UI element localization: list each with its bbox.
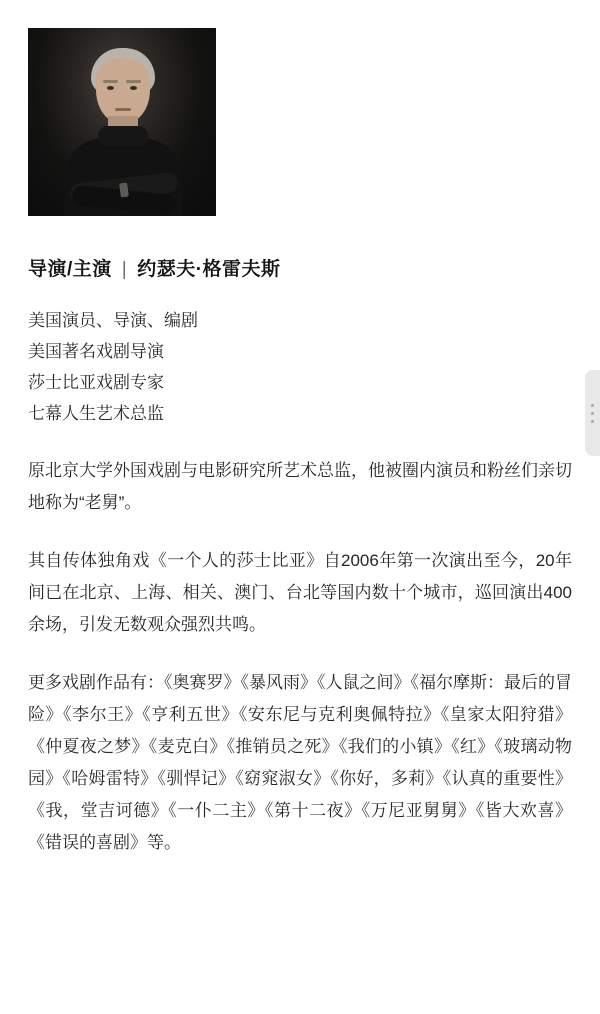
credit-line: 七幕人生艺术总监 <box>28 404 164 423</box>
bio-paragraph: 原北京大学外国戏剧与电影研究所艺术总监，他被圈内演员和粉丝们亲切地称为“老舅”。 <box>28 461 572 512</box>
credit-line: 美国著名戏剧导演 <box>28 342 164 361</box>
role-label: 导演/主演 <box>28 259 112 280</box>
page-title <box>28 254 572 281</box>
photo-turtleneck <box>98 126 148 146</box>
bio-paragraph: 其自传体独角戏《一个人的莎士比亚》自2006年第一次演出至今，20年间已在北京、上海、相关、澳门、台北等国内数十个城市，巡回演出400余场，引发无数观众强烈共鸣。 <box>28 551 572 634</box>
person-name: 约瑟夫·格雷夫斯 <box>137 259 281 280</box>
photo-face <box>96 58 150 124</box>
photo-brow-left <box>103 80 118 83</box>
scroll-dot <box>591 404 594 407</box>
credit-line: 美国演员、导演、编剧 <box>28 311 198 330</box>
photo-mouth <box>115 108 131 111</box>
scroll-handle[interactable] <box>585 370 600 456</box>
scroll-dot <box>591 420 594 423</box>
credit-line: 莎士比亚戏剧专家 <box>28 373 164 392</box>
bio-paragraph: 更多戏剧作品有：《奥赛罗》《暴风雨》《人鼠之间》《福尔摩斯：最后的冒险》《李尔王》《亨利五世》《安东尼与克利奥佩特拉》《皇家太阳狩猎》《仲夏夜之梦》《麦克白》《推销员之死》《我们的小镇》《红》《玻璃动物园》《哈姆雷特》《驯悍记》《窈窕淑女》《你好，多莉》《认真的重要性》《我，堂吉诃德》《一仆二主》《第十二夜》《万尼亚舅舅》《皆大欢喜》《错误的喜剧》等。 <box>28 673 572 852</box>
title-separator: | <box>121 259 128 280</box>
portrait-photo <box>28 28 216 216</box>
credits-list <box>28 305 572 429</box>
photo-brow-right <box>126 80 141 83</box>
photo-wristwatch <box>119 183 129 198</box>
scroll-dot <box>591 412 594 415</box>
photo-eye-left <box>107 86 114 90</box>
photo-eye-right <box>130 86 137 90</box>
